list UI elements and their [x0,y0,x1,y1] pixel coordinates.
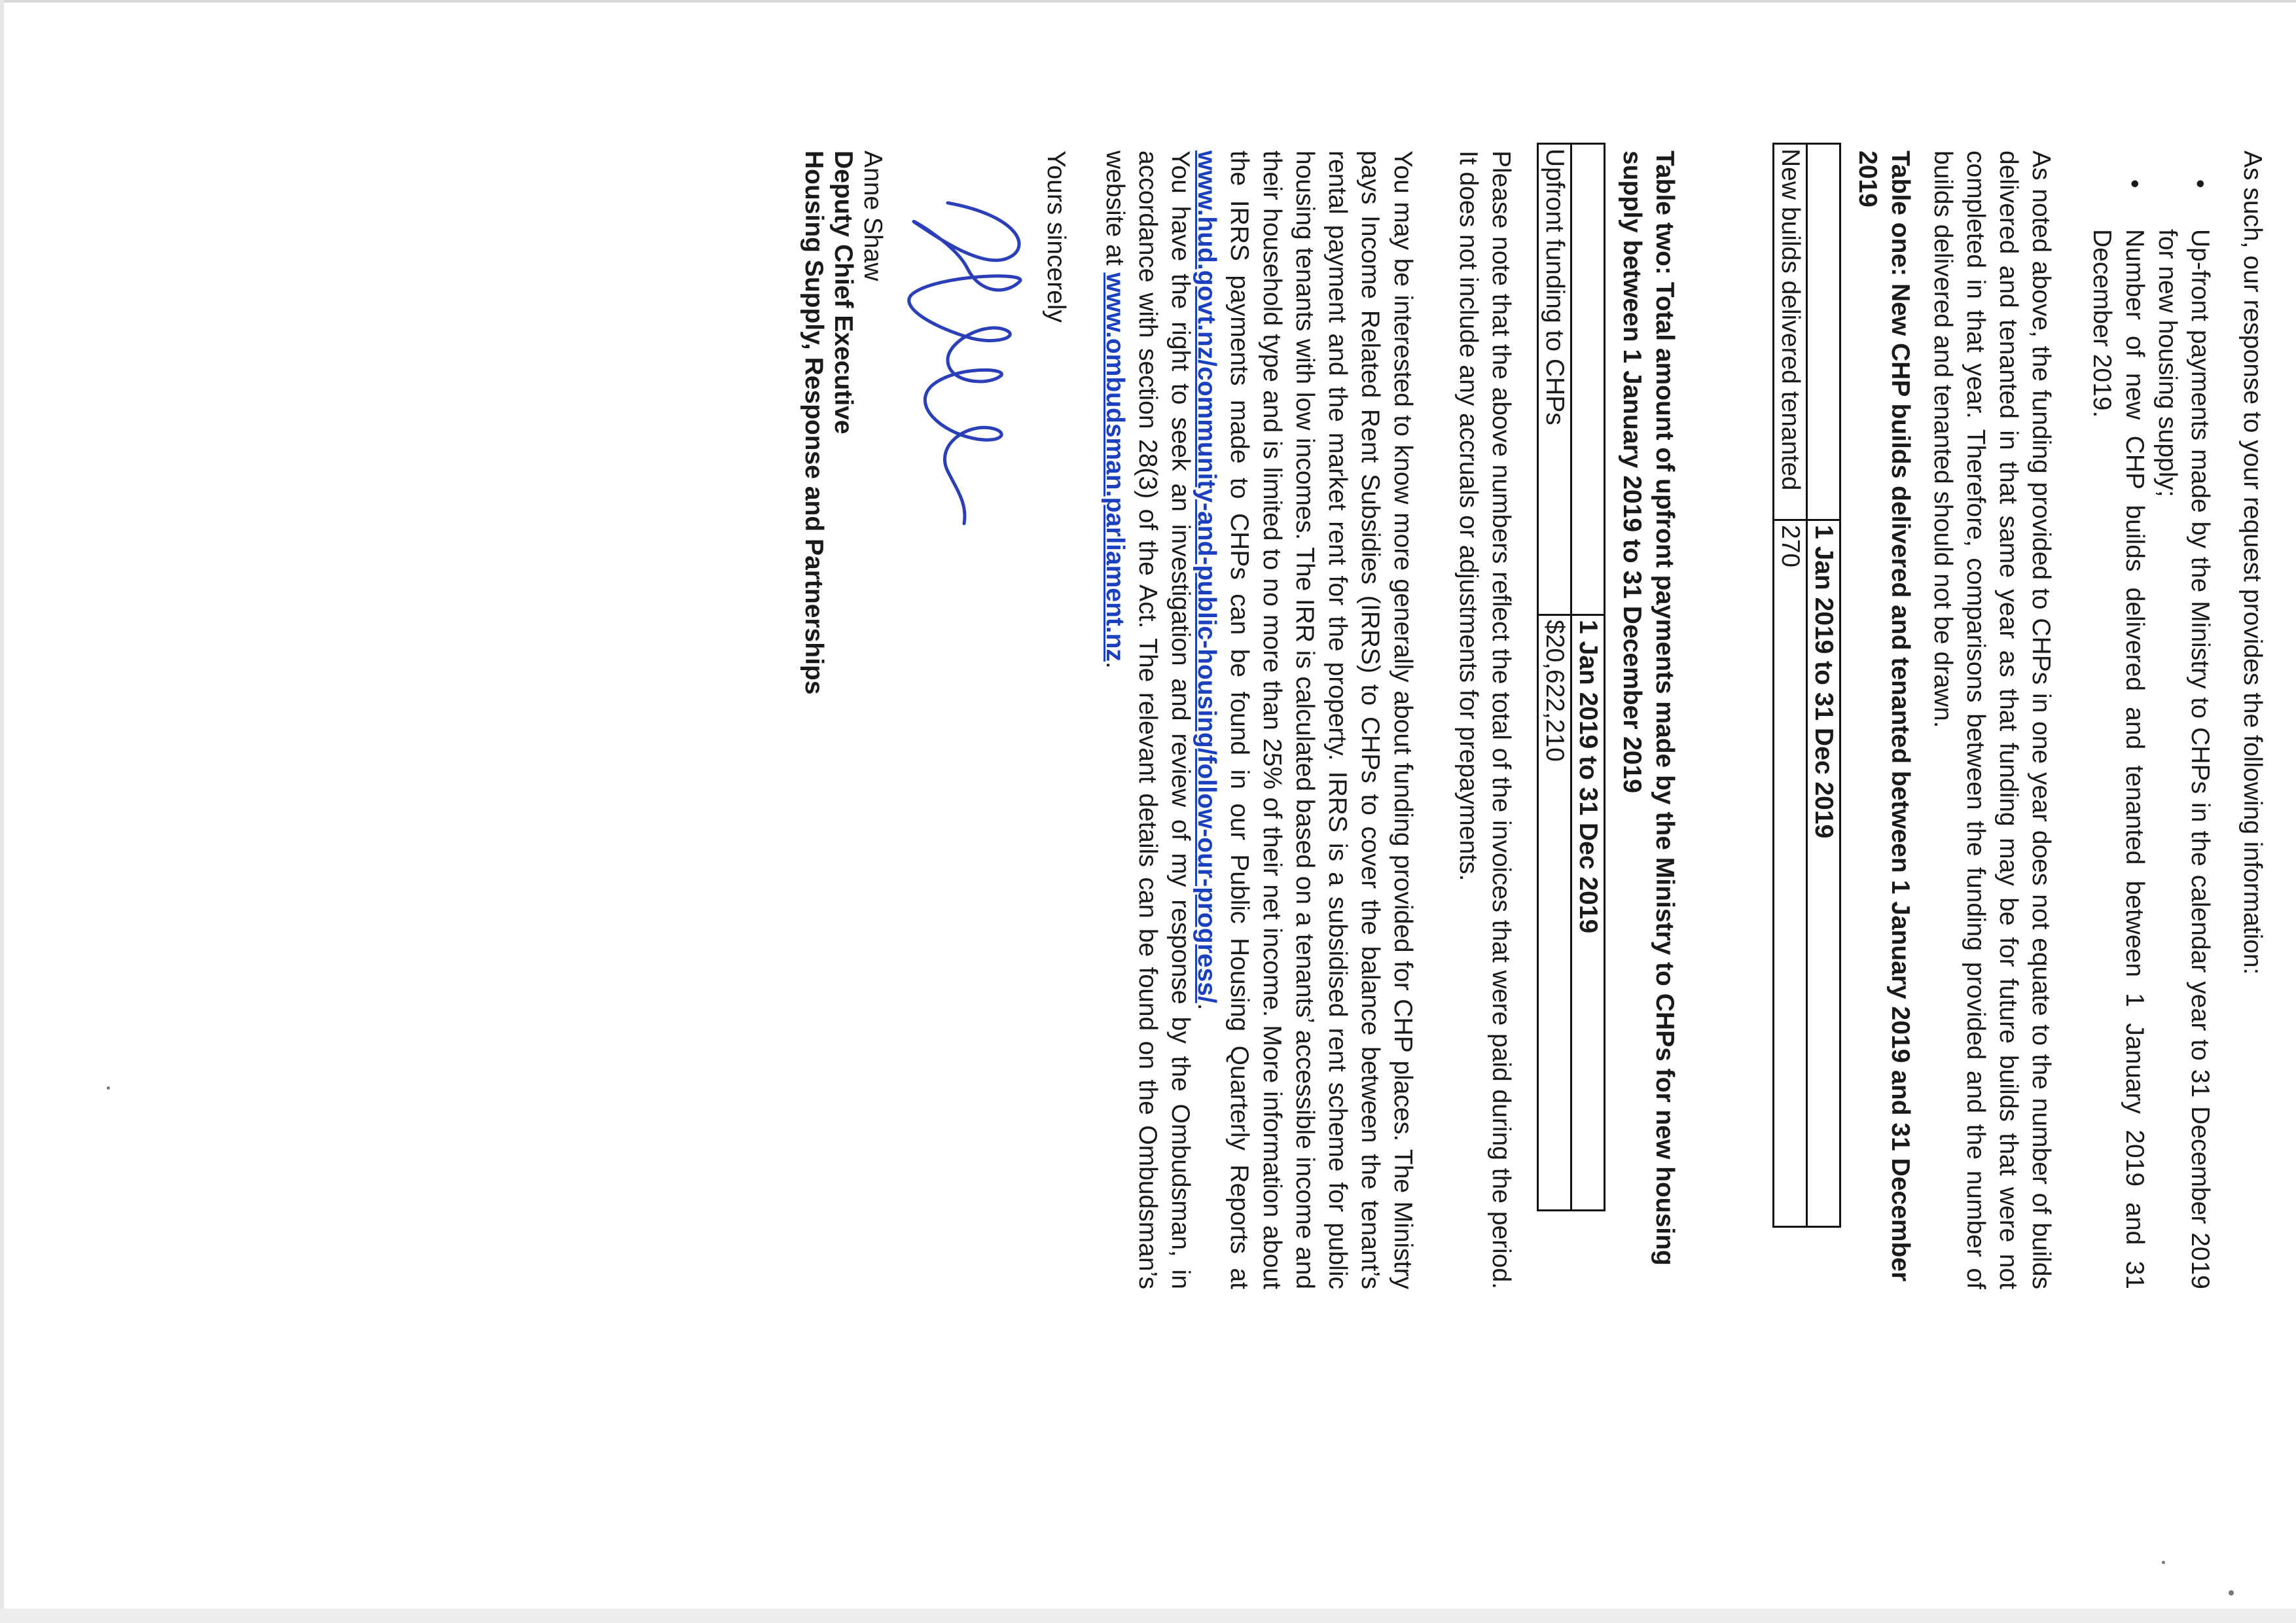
irrs-text: You may be interested to know more generally about funding provided for CHP places. The Ministry pays Income Related Rent Subsidies (IRRS) to CHPs to cover the balance between the tenant’s rental payment and the market rent for the property. IRRS is a subsidised rent scheme for public housing tenants with low incomes. The IRR is calculated based on a tenants’ accessible income and their household type and is limited to no more than 25% of their net income. More information about the IRRS payments made to CHPs can be found in our Public Housing Quarterly Reports at [1225,151,1417,1289]
signatory-group: Housing Supply, Response and Partnerships [800,151,828,695]
intro-text: As such, our response to your request provides the following information: [2238,151,2267,975]
ombudsman-text: You have the right to seek an investigation and review of my response by the Ombudsman, in accordance with section 28(3) of the Act. The relevant details can be found on the Ombudsman’s website at [1101,151,1194,1289]
link-punctuation: . [1101,661,1129,669]
bullet-marker: • [2186,179,2214,188]
table-row [1774,144,1807,1227]
bullet-text: Number of new CHP builds delivered and tenanted between 1 January 2019 and 31 December 2019. [2088,229,2149,1289]
table-one [1772,143,1841,1228]
bullet-text: Up-front payments made by the Ministry to CHPs in the calendar year to 31 December 2019 for new housing supply; [2153,229,2214,1289]
table-cell-label: New builds delivered tenanted [1774,144,1807,520]
info-bullet-list [2085,151,2216,1289]
table-two-heading: Table two: Total amount of upfront payments made by the Ministry to CHPs for new housing supply between 1 January 2019 to 31 December 2019 [1618,151,1679,1266]
bullet-item-new-builds [2085,151,2151,1289]
hud-progress-link[interactable]: www.hud.govt.nz/community-and-public-housing/follow-our-progress/ [1193,151,1221,1003]
table-cell-label: Upfront funding to CHPs [1538,144,1571,615]
table-cell-value: 270 [1774,520,1807,1227]
funding-note-paragraph: As noted above, the funding provided to CHPs in one year does not equate to the number of builds delivered and tenanted in that same year as that funding may be for future builds that were not completed in that year. Therefore, comparisons between the funding provided and the number of builds delivered and tenanted should not be drawn. [1929,151,2055,1289]
closing-salutation: Yours sincerely [1042,151,1070,323]
table-header-cell [1807,144,1840,520]
handwritten-signature [889,196,1046,537]
table-header-cell: 1 Jan 2019 to 31 Dec 2019 [1571,615,1605,1211]
table-header-cell: 1 Jan 2019 to 31 Dec 2019 [1807,520,1840,1227]
table-row [1538,144,1571,1211]
irrs-paragraph [1190,151,1419,1289]
invoice-note-paragraph: Please note that the above numbers reflect the total of the invoices that were paid during the period. It does not include any accruals or adjustments for prepayments. [1454,151,1515,1289]
signatory-title: Deputy Chief Executive [829,151,857,435]
table-two [1537,143,1605,1211]
table-header-cell [1571,144,1605,615]
scan-speck [2229,1590,2234,1596]
scan-speck [107,1086,110,1090]
table-row [1571,144,1605,1211]
bullet-item-upfront-payments [2151,151,2216,1289]
ombudsman-link[interactable]: www.ombudsman.parliament.nz [1101,272,1129,662]
bullet-marker: • [2121,179,2149,188]
scan-speck [2162,1561,2165,1564]
table-row [1807,144,1840,1227]
table-cell-value: $20,622,210 [1538,615,1571,1211]
link-punctuation: . [1193,1003,1221,1010]
signatory-name: Anne Shaw [859,151,887,281]
ombudsman-paragraph [1098,151,1196,1289]
table-one-heading: Table one: New CHP builds delivered and tenanted between 1 January 2019 and 31 December 2019 [1854,151,1914,1282]
